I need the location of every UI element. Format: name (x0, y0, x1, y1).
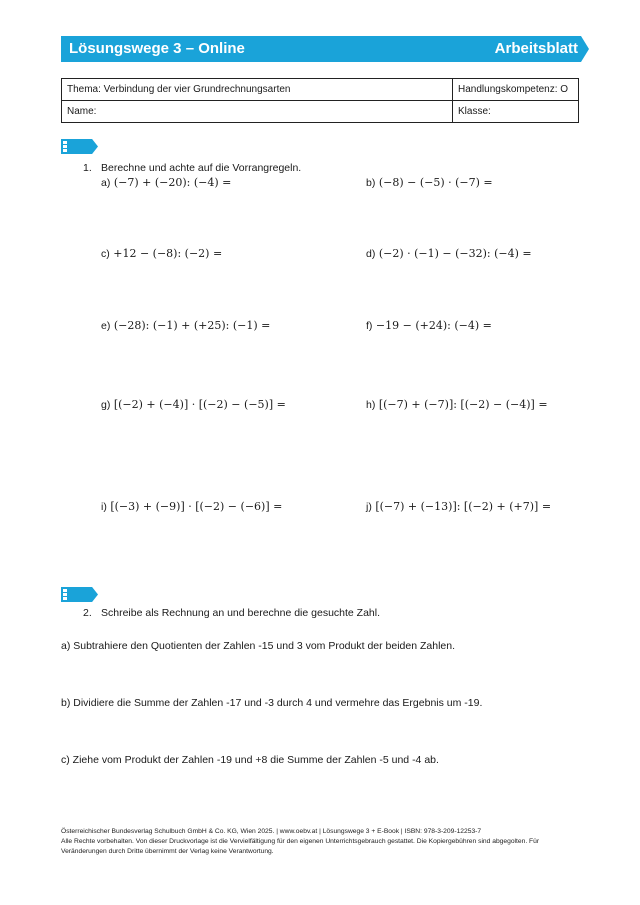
task1-instruction: Berechne und achte auf die Vorrangregeln. (101, 162, 302, 174)
header-banner-arrow (581, 36, 589, 62)
name-cell[interactable]: Name: (62, 101, 453, 123)
task1-item-h: h) [(−7) + (−7)]: [(−2) − (−4)] = (366, 398, 548, 411)
task1-item-g: g) [(−2) + (−4)] · [(−2) − (−5)] = (101, 398, 286, 411)
task1-item-e: e) (−28): (−1) + (+25): (−1) = (101, 319, 271, 332)
kompetenz-cell: Handlungskompetenz: O (453, 79, 579, 101)
task2-number: 2. (83, 607, 92, 619)
footer (61, 827, 581, 857)
task1-number: 1. (83, 162, 92, 174)
task2-item-b: b) Dividiere die Summe der Zahlen -17 und -3 durch 4 und vermehre das Ergebnis um -19. (61, 697, 483, 709)
footer-line-1: Österreichischer Bundesverlag Schulbuch GmbH & Co. KG, Wien 2025. | www.oebv.at | Lösungswege 3 + E-Book | ISBN: 978-3-209-12253-7 (61, 828, 482, 835)
task1-item-c: c) +12 − (−8): (−2) = (101, 247, 223, 260)
task1-item-a: a) (−7) + (−20): (−4) = (101, 176, 232, 189)
task1-item-f: f) −19 − (+24): (−4) = (366, 319, 492, 332)
info-table (61, 78, 579, 123)
task1-item-b: b) (−8) − (−5) · (−7) = (366, 176, 493, 189)
task2-item-c: c) Ziehe vom Produkt der Zahlen -19 und +8 die Summe der Zahlen -5 und -4 ab. (61, 754, 439, 766)
footer-line-3: Veränderungen durch Dritte übernimmt der Verlag keine Verantwortung. (61, 848, 274, 855)
klasse-cell[interactable]: Klasse: (453, 101, 579, 123)
task1-item-j: j) [(−7) + (−13)]: [(−2) + (+7)] = (366, 500, 552, 513)
task-tag-bars-icon (63, 141, 67, 153)
task-tag-bars-icon (63, 589, 67, 601)
header-title: Lösungswege 3 – Online (69, 40, 245, 57)
task2-item-a: a) Subtrahiere den Quotienten der Zahlen -15 und 3 vom Produkt der beiden Zahlen. (61, 640, 456, 652)
task1-item-i: i) [(−3) + (−9)] · [(−2) − (−6)] = (101, 500, 283, 513)
task2-instruction: Schreibe als Rechnung an und berechne die gesuchte Zahl. (101, 607, 381, 619)
thema-cell: Thema: Verbindung der vier Grundrechnungsarten (62, 79, 453, 101)
footer-line-2: Alle Rechte vorbehalten. Von dieser Druckvorlage ist die Vervielfältigung für den eigenen Unterrichtsgebrauch gestattet. Die Kopiergebühren sind abgegolten. Für (61, 838, 540, 845)
header-type: Arbeitsblatt (494, 40, 578, 57)
task1-item-d: d) (−2) · (−1) − (−32): (−4) = (366, 247, 532, 260)
